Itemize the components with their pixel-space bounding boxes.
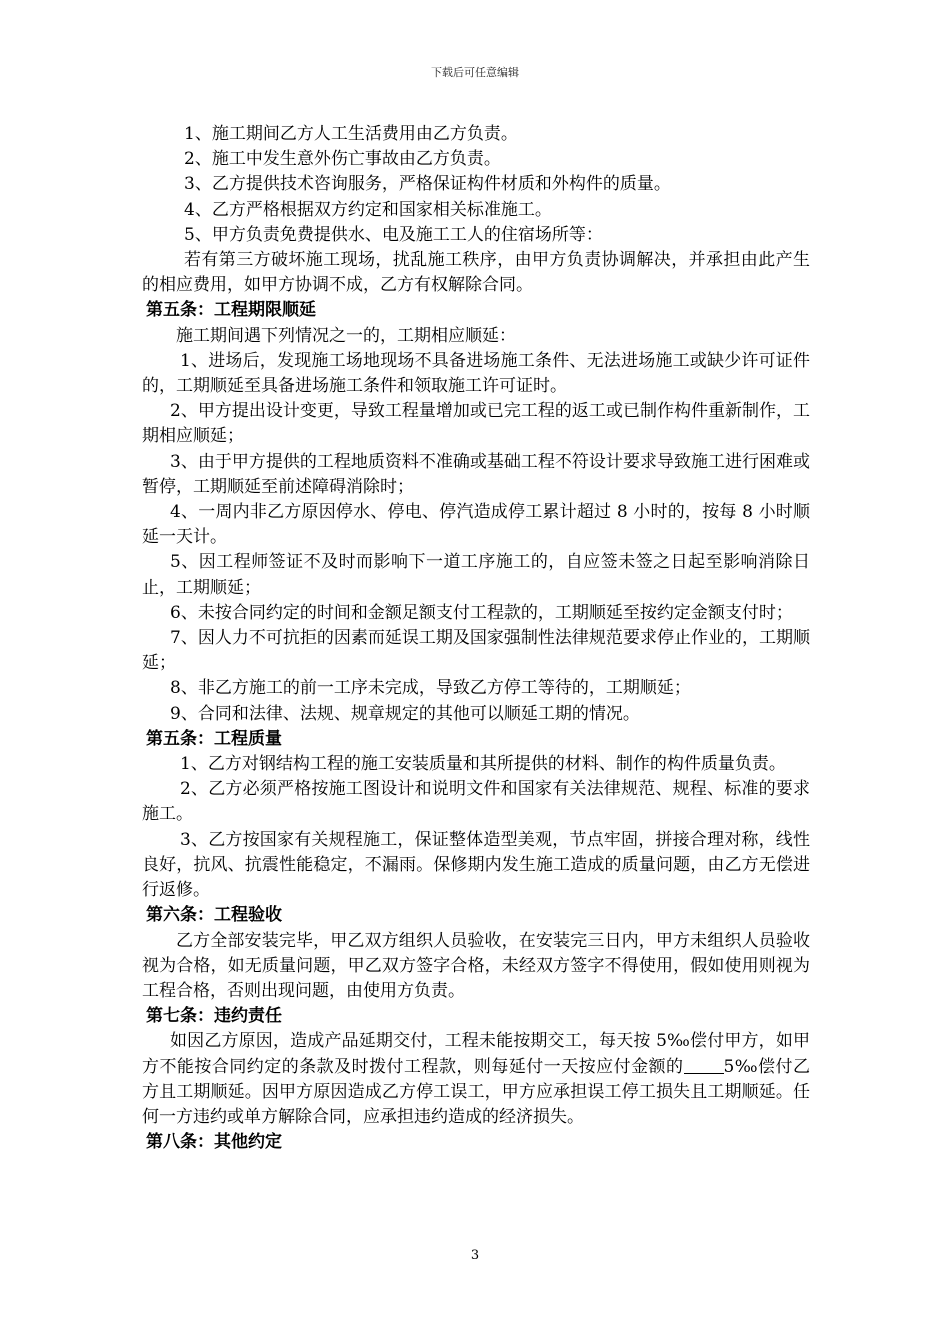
list-item: 1、施工期间乙方人工生活费用由乙方负责。 xyxy=(184,124,518,144)
text-segment: 5‰偿付乙方且工期顺延。因甲方原因造成乙方停工误工，甲方应承担误工停工损失且工期顺延。任何一方违约或单方解除合同，应承担违约造成的经济损失。 xyxy=(142,1056,810,1127)
section-heading: 第六条：工程验收 xyxy=(146,905,282,926)
list-item: 6、未按合同约定的时间和金额足额支付工程款的，工期顺延至按约定金额支付时； xyxy=(170,602,793,623)
paragraph: 施工期间遇下列情况之一的，工期相应顺延： xyxy=(176,325,516,346)
list-item: 3、乙方按国家有关规程施工，保证整体造型美观，节点牢固，拼接合理对称，线性良好，抗风、抗震性能稳定，不漏雨。保修期内发生施工造成的质量问题，由乙方无偿进行返修。 xyxy=(142,829,810,901)
list-item: 2、施工中发生意外伤亡事故由乙方负责。 xyxy=(184,149,501,170)
paragraph: 若有第三方破坏施工现场，扰乱施工秩序，由甲方负责协调解决，并承担由此产生的相应费用，如甲方协调不成，乙方有权解除合同。 xyxy=(142,250,810,296)
fill-in-blank xyxy=(684,1057,724,1074)
list-item: 7、因人力不可抗拒的因素而延误工期及国家强制性法律规范要求停止作业的，工期顺延； xyxy=(142,628,810,674)
paragraph: 乙方全部安装完毕，甲乙双方组织人员验收，在安装完三日内，甲方未组织人员验收视为合格，如无质量问题，甲乙双方签字合格，未经双方签字不得使用，假如使用则视为工程合格，否则出现问题，由使用方负责。 xyxy=(142,930,810,1001)
section-heading: 第八条：其他约定 xyxy=(146,1132,282,1153)
section-heading: 第七条：违约责任 xyxy=(146,1006,282,1027)
page-number: 3 xyxy=(470,1248,480,1263)
list-item: 5、甲方负责免费提供水、电及施工工人的住宿场所等： xyxy=(184,224,603,245)
list-item: 1、进场后，发现施工场地现场不具备进场施工条件、无法进场施工或缺少许可证件的，工期顺延至具备进场施工条件和领取施工许可证时。 xyxy=(142,350,810,397)
list-item: 5、因工程师签证不及时而影响下一道工序施工的，自应签未签之日起至影响消除日止，工期顺延； xyxy=(142,552,810,598)
list-item: 2、乙方必须严格按施工图设计和说明文件和国家有关法律规范、规程、标准的要求施工。 xyxy=(142,779,810,825)
list-item: 1、乙方对钢结构工程的施工安装质量和其所提供的材料、制作的构件质量负责。 xyxy=(180,754,786,775)
document-body xyxy=(142,122,810,1155)
list-item: 9、合同和法律、法规、规章规定的其他可以顺延工期的情况。 xyxy=(170,703,640,724)
list-item: 3、乙方提供技术咨询服务，严格保证构件材质和外构件的质量。 xyxy=(184,174,671,195)
list-item: 4、乙方严格根据双方约定和国家相关标准施工。 xyxy=(184,199,552,220)
section-heading: 第五条：工程期限顺延 xyxy=(146,300,316,321)
section-heading: 第五条：工程质量 xyxy=(146,728,282,749)
list-item: 2、甲方提出设计变更，导致工程量增加或已完工程的返工或已制作构件重新制作，工期相应顺延； xyxy=(142,401,810,447)
text-segment: 如因乙方原因，造成产品延期交付，工程未能按期交工，每天按 5‰偿付甲方，如甲方不能按合同约定的条款及时拨付工程款，则每延付一天按应付金额的 xyxy=(142,1031,810,1077)
list-item: 8、非乙方施工的前一工序未完成，导致乙方停工等待的，工期顺延； xyxy=(170,678,691,699)
page-header: 下载后可任意编辑 xyxy=(431,66,519,79)
list-item: 3、由于甲方提供的工程地质资料不准确或基础工程不符设计要求导致施工进行困难或暂停，工期顺延至前述障碍消除时； xyxy=(142,451,810,497)
list-item: 4、一周内非乙方原因停水、停电、停汽造成停工累计超过 8 小时的，按每 8 小时顺延一天计。 xyxy=(142,502,810,548)
paragraph xyxy=(142,1029,810,1130)
